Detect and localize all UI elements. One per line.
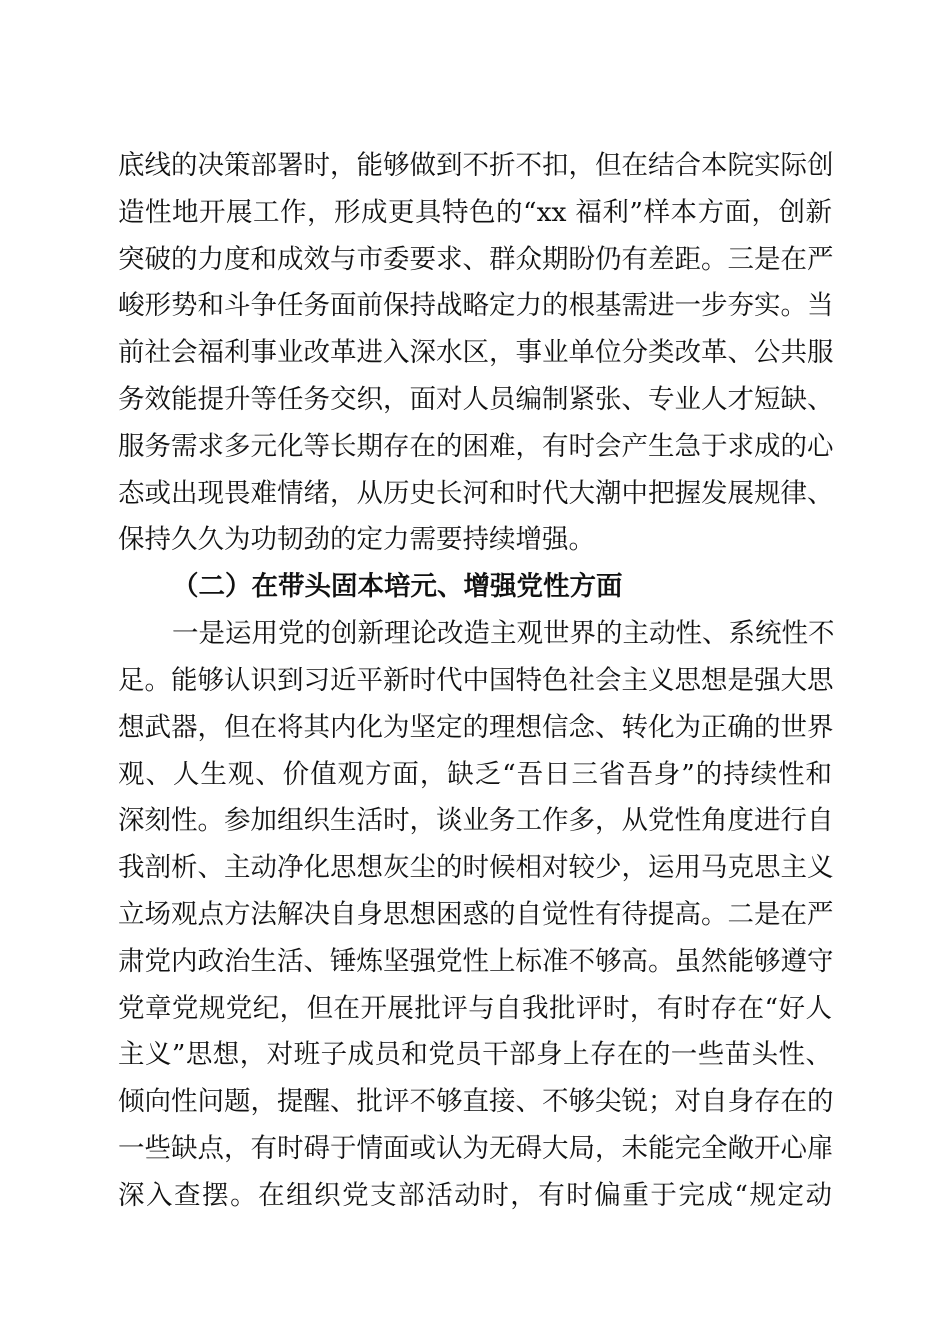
text-line: 务效能提升等任务交织，面对人员编制紧张、专业人才短缺、 (118, 384, 834, 415)
text-line: 态或出现畏难情绪，从历史长河和时代大潮中把握发展规律、 (118, 478, 834, 509)
text-line: 想武器，但在将其内化为坚定的理想信念、转化为正确的世界 (118, 712, 834, 743)
text-line: 党章党规党纪，但在开展批评与自我批评时，有时存在“好人 (118, 993, 832, 1024)
text-line: 一些缺点，有时碍于情面或认为无碍大局，未能完全敞开心扉 (118, 1133, 834, 1164)
text-line: 深入查摆。在组织党支部活动时，有时偏重于完成“规定动 (118, 1180, 832, 1211)
text-line: 主义”思想，对班子成员和党员干部身上存在的一些苗头性、 (118, 1039, 832, 1070)
text-line: 我剖析、主动净化思想灰尘的时候相对较少，运用马克思主义 (118, 852, 834, 883)
text-line: 峻形势和斗争任务面前保持战略定力的根基需进一步夯实。当 (118, 290, 834, 321)
text-line: 足。能够认识到习近平新时代中国特色社会主义思想是强大思 (118, 665, 834, 696)
text-line: 倾向性问题，提醒、批评不够直接、不够尖锐；对自身存在的 (118, 1086, 834, 1117)
text-line: 底线的决策部署时，能够做到不折不扣，但在结合本院实际创 (118, 150, 834, 181)
text-line: 肃党内政治生活、锤炼坚强党性上标准不够高。虽然能够遵守 (118, 946, 834, 977)
text-line: 保持久久为功韧劲的定力需要持续增强。 (118, 524, 595, 555)
text-line: 突破的力度和成效与市委要求、群众期盼仍有差距。三是在严 (118, 244, 834, 275)
section-heading: （二）在带头固本培元、增强党性方面 (172, 571, 623, 602)
text-line: 一是运用党的创新理论改造主观世界的主动性、系统性不 (172, 618, 835, 649)
text-line: 立场观点方法解决自身思想困惑的自觉性有待提高。二是在严 (118, 899, 834, 930)
text-line: 深刻性。参加组织生活时，谈业务工作多，从党性角度进行自 (118, 805, 834, 836)
text-line: 造性地开展工作，形成更具特色的“xx 福利”样本方面，创新 (118, 197, 832, 228)
text-line: 服务需求多元化等长期存在的困难，有时会产生急于求成的心 (118, 431, 834, 462)
text-line: 前社会福利事业改革进入深水区，事业单位分类改革、公共服 (118, 337, 834, 368)
text-line: 观、人生观、价值观方面，缺乏“吾日三省吾身”的持续性和 (118, 759, 832, 790)
